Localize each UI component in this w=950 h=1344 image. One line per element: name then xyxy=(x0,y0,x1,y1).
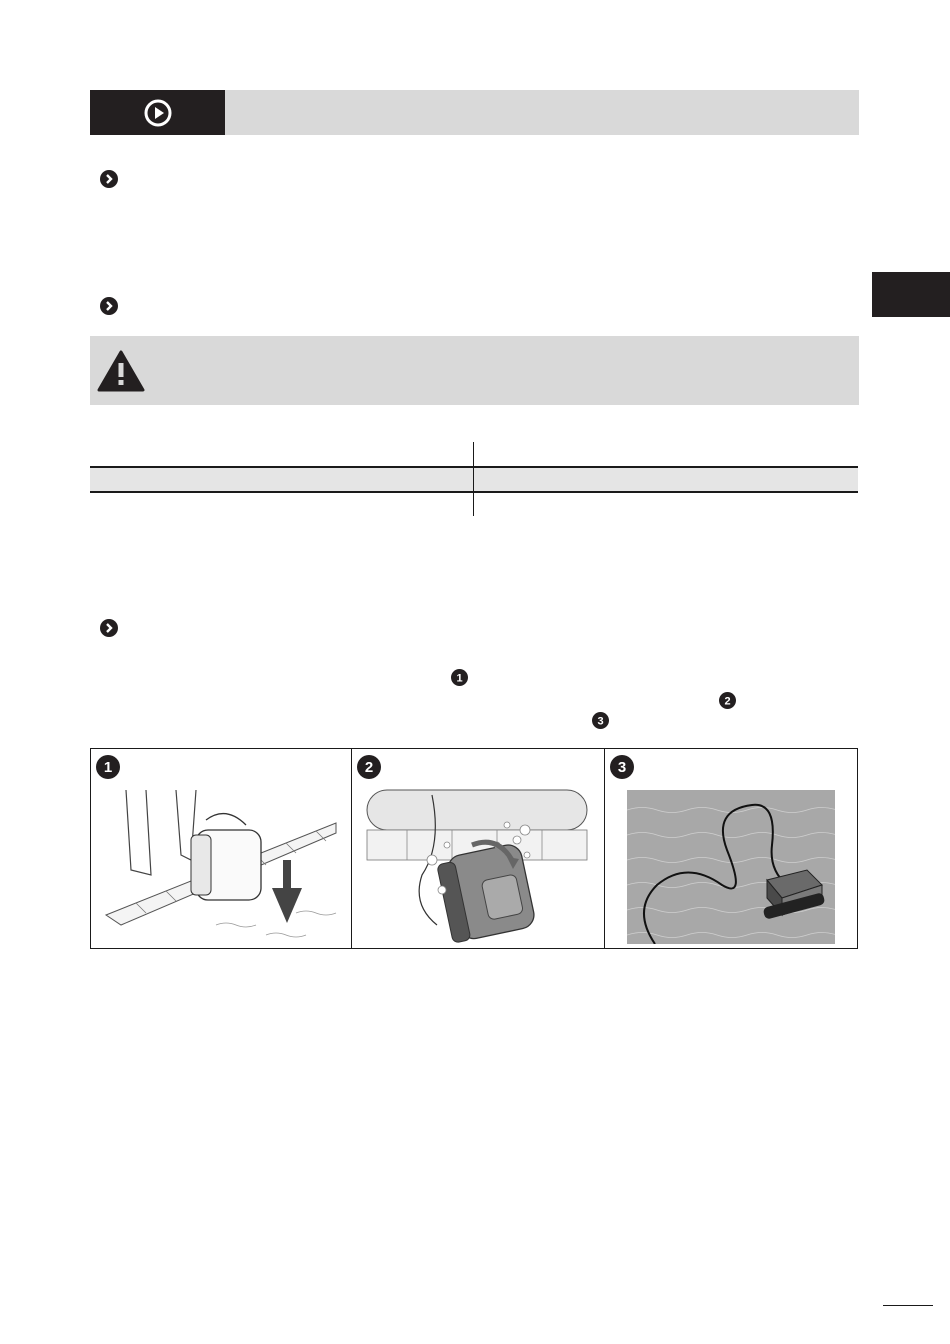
step-2-badge xyxy=(719,692,736,709)
svg-text:2: 2 xyxy=(724,695,731,708)
illustration-lowering-robot xyxy=(96,785,346,945)
figure-divider xyxy=(351,748,352,949)
table-rule-bottom xyxy=(90,491,858,493)
svg-text:1: 1 xyxy=(103,759,113,776)
svg-text:2: 2 xyxy=(364,759,374,776)
illustration-robot-on-pool-floor xyxy=(627,790,835,944)
figure-1-number xyxy=(96,755,120,779)
play-circle-icon xyxy=(143,98,173,128)
warning-triangle-icon xyxy=(97,350,145,392)
table-rule-top xyxy=(90,466,858,468)
svg-text:3: 3 xyxy=(597,715,604,728)
chevron-right-circle-icon xyxy=(100,170,118,188)
warning-box xyxy=(90,336,859,405)
chevron-right-circle-icon xyxy=(100,297,118,315)
svg-text:1: 1 xyxy=(456,672,463,685)
step-1-badge xyxy=(451,669,468,686)
svg-text:3: 3 xyxy=(617,759,627,776)
chapter-side-tab xyxy=(872,272,950,317)
table-row-shaded xyxy=(90,467,858,491)
page-footer-rule xyxy=(883,1305,933,1306)
section-header-icon-block xyxy=(90,90,225,135)
figure-2-number xyxy=(357,755,381,779)
figure-divider xyxy=(604,748,605,949)
illustration-robot-releasing-air xyxy=(357,785,597,945)
table-column-divider xyxy=(473,442,474,516)
step-3-badge xyxy=(592,712,609,729)
figure-3-number xyxy=(610,755,634,779)
chevron-right-circle-icon xyxy=(100,619,118,637)
